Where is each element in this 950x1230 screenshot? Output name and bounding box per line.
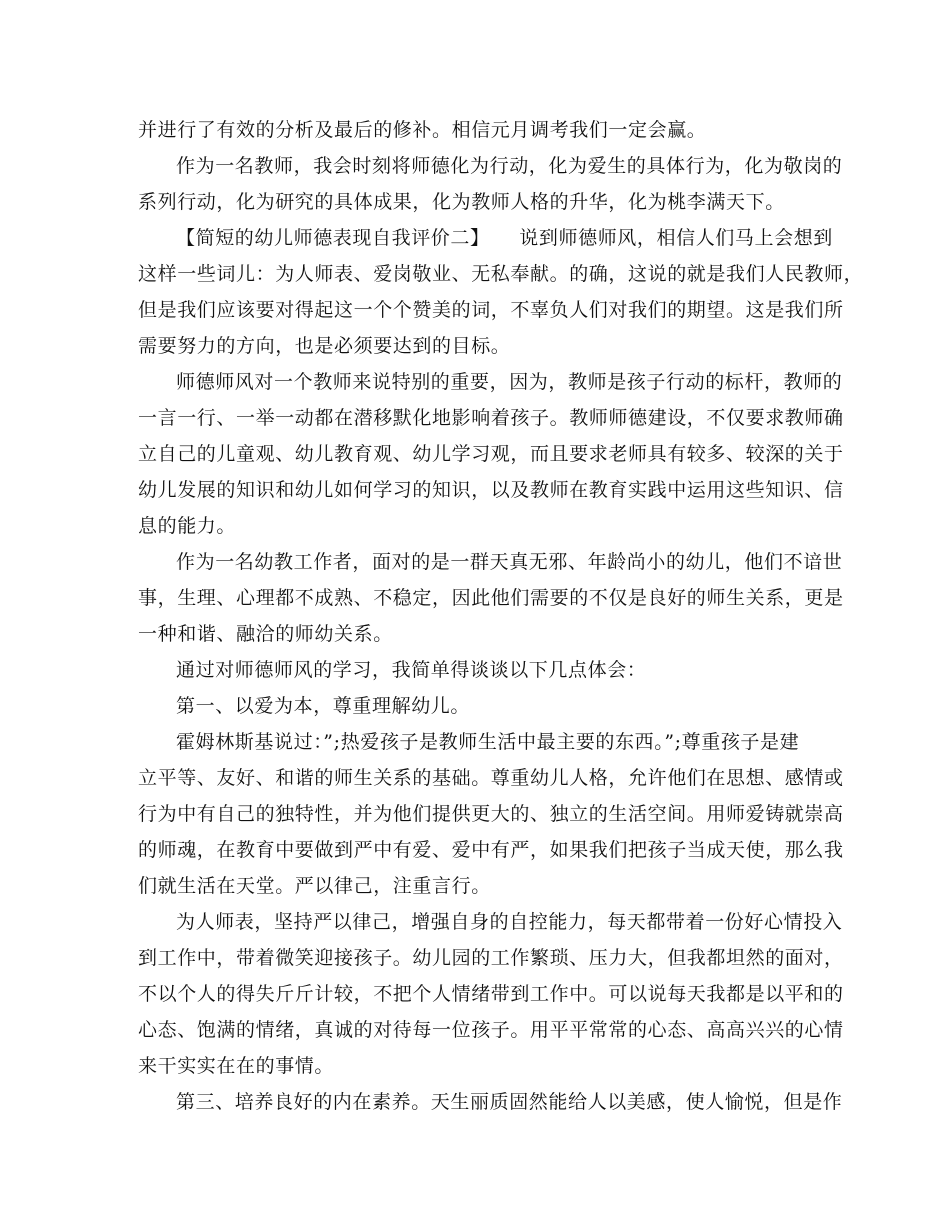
text-line: 霍姆林斯基说过：”;热爱孩子是教师生活中最主要的东西。”;尊重孩子是建	[176, 731, 800, 753]
text-line: 这样一些词儿：为人师表、爱岗敬业、无私奉献。的确，这说的就是我们人民教师，	[138, 263, 864, 285]
text-line: 一言一行、一举一动都在潜移默化地影响着孩子。教师师德建设，不仅要求教师确	[138, 407, 844, 429]
text-line: 通过对师德师风的学习，我简单得谈谈以下几点体会：	[176, 659, 647, 681]
text-line: 幼儿发展的知识和幼儿如何学习的知识，以及教师在教育实践中运用这些知识、信	[138, 479, 844, 501]
text-line: 一种和谐、融洽的师幼关系。	[138, 623, 393, 645]
text-line: 第一、以爱为本，尊重理解幼儿。	[176, 695, 471, 717]
text-line: 们就生活在天堂。严以律己，注重言行。	[138, 875, 491, 897]
text-line: 事，生理、心理都不成熟、不稳定，因此他们需要的不仅是良好的师生关系，更是	[138, 587, 844, 609]
text-line: 作为一名幼教工作者，面对的是一群天真无邪、年龄尚小的幼儿，他们不谙世	[176, 551, 843, 573]
text-line: 需要努力的方向，也是必须要达到的目标。	[138, 335, 511, 357]
text-line: 来干实实在在的事情。	[138, 1055, 335, 1077]
text-line: 作为一名教师，我会时刻将师德化为行动，化为爱生的具体行为，化为敬岗的	[176, 155, 843, 177]
text-line: 并进行了有效的分析及最后的修补。相信元月调考我们一定会赢。	[138, 119, 707, 141]
text-line: 系列行动，化为研究的具体成果，化为教师人格的升华，化为桃李满天下。	[138, 191, 785, 213]
text-line: 但是我们应该要对得起这一个个赞美的词，不辜负人们对我们的期望。这是我们所	[138, 299, 844, 321]
text-line: 息的能力。	[138, 515, 237, 537]
text-line: 行为中有自己的独特性，并为他们提供更大的、独立的生活空间。用师爱铸就崇高	[138, 803, 844, 825]
text-line: 立自己的儿童观、幼儿教育观、幼儿学习观，而且要求老师具有较多、较深的关于	[138, 443, 844, 465]
text-line: 师德师风对一个教师来说特别的重要，因为，教师是孩子行动的标杆，教师的	[176, 371, 843, 393]
text-line: 为人师表，坚持严以律己，增强自身的自控能力，每天都带着一份好心情投入	[176, 911, 843, 933]
text-line: 心态、饱满的情绪，真诚的对待每一位孩子。用平平常常的心态、高高兴兴的心情	[138, 1019, 844, 1041]
text-line: 的师魂，在教育中要做到严中有爱、爱中有严，如果我们把孩子当成天使，那么我	[138, 839, 844, 861]
text-line: 立平等、友好、和谐的师生关系的基础。尊重幼儿人格，允许他们在思想、感情或	[138, 767, 844, 789]
text-line: 不以个人的得失斤斤计较，不把个人情绪带到工作中。可以说每天我都是以平和的	[138, 983, 844, 1005]
text-line: 第三、培养良好的内在素养。天生丽质固然能给人以美感，使人愉悦，但是作	[176, 1091, 843, 1113]
text-line: 【简短的幼儿师德表现自我评价二】 说到师德师风，相信人们马上会想到	[176, 227, 833, 249]
text-line: 到工作中，带着微笑迎接孩子。幼儿园的工作繁琐、压力大，但我都坦然的面对，	[138, 947, 844, 969]
